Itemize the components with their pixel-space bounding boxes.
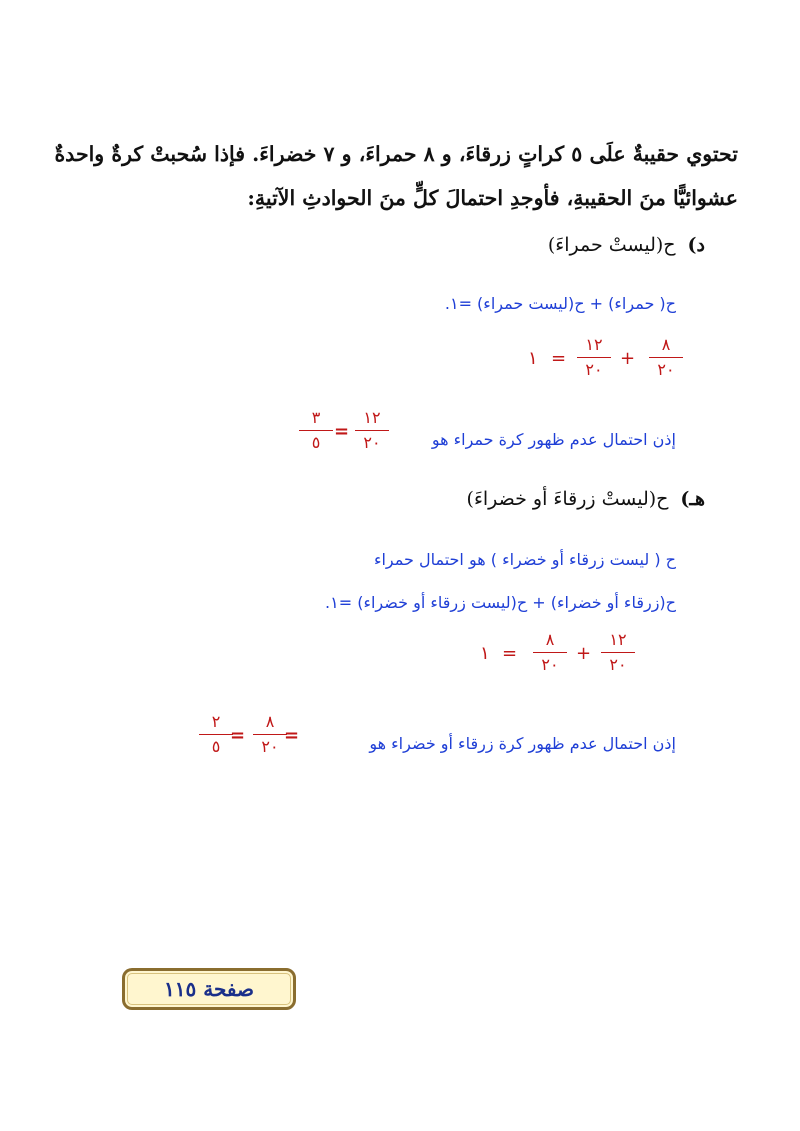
part-d-event: ح(ليستْ حمراءَ) <box>547 234 676 256</box>
part-h-answer-frac-2 <box>194 712 238 757</box>
fraction-bar <box>649 357 683 358</box>
fraction-numerator: ٨ <box>545 630 555 649</box>
page-number-label: صفحة ١١٥ <box>164 977 254 1001</box>
part-h-sum-result: ١ <box>480 643 490 664</box>
fraction-denominator: ٥ <box>211 737 221 756</box>
part-h-heading <box>467 488 705 510</box>
fraction-numerator: ١٢ <box>363 408 381 427</box>
part-d-equals: = <box>551 348 567 369</box>
fraction-numerator: ١٢ <box>585 335 603 354</box>
part-d-plus: + <box>620 348 636 369</box>
part-d-answer-equals: = <box>334 421 350 442</box>
problem-line-1: تحتوي حقيبةٌ علَى ٥ كراتٍ زرقاءَ، و ٨ حمراءَ، و ٧ خضراءَ. فإذا سُحبتْ كرةٌ واحدةٌ <box>54 142 738 166</box>
part-h-answer-frac-1 <box>248 712 292 757</box>
part-d-conclusion: إذن احتمال عدم ظهور كرة حمراء هو <box>431 430 676 449</box>
fraction-denominator: ٢٠ <box>363 433 381 452</box>
part-h-sum-frac-a <box>528 630 572 675</box>
fraction-numerator: ٢ <box>211 712 221 731</box>
part-h-answer-equals-1: = <box>284 725 300 746</box>
page-number-badge <box>122 968 296 1010</box>
fraction-numerator: ١٢ <box>609 630 627 649</box>
part-h-note: ح ( ليست زرقاء أو خضراء ) هو احتمال حمراء <box>373 550 676 569</box>
part-d-answer-frac-1 <box>350 408 394 453</box>
part-h-plus: + <box>576 643 592 664</box>
part-h-letter: هـ) <box>680 488 705 510</box>
fraction-bar <box>299 430 333 431</box>
fraction-bar <box>601 652 635 653</box>
part-d-sum-frac-b <box>644 335 688 380</box>
fraction-denominator: ٢٠ <box>261 737 279 756</box>
fraction-numerator: ٨ <box>661 335 671 354</box>
fraction-denominator: ٥ <box>311 433 321 452</box>
part-h-equation: ح(زرقاء أو خضراء) + ح(ليست زرقاء أو خضراء) =١. <box>325 593 676 612</box>
fraction-denominator: ٢٠ <box>657 360 675 379</box>
fraction-denominator: ٢٠ <box>585 360 603 379</box>
part-d-sum-frac-a <box>572 335 616 380</box>
part-h-sum-frac-b <box>596 630 640 675</box>
part-d-heading <box>548 234 705 256</box>
fraction-bar <box>253 734 287 735</box>
part-d-answer-frac-2 <box>294 408 338 453</box>
part-d-equation: ح( حمراء) + ح(ليست حمراء) =١. <box>444 294 676 313</box>
fraction-denominator: ٢٠ <box>609 655 627 674</box>
part-h-equals: = <box>502 643 518 664</box>
fraction-numerator: ٣ <box>311 408 321 427</box>
part-h-conclusion: إذن احتمال عدم ظهور كرة زرقاء أو خضراء هو <box>369 734 676 753</box>
part-h-answer-equals-2: = <box>230 725 246 746</box>
fraction-bar <box>355 430 389 431</box>
fraction-bar <box>577 357 611 358</box>
fraction-bar <box>199 734 233 735</box>
part-d-letter: د) <box>687 234 705 256</box>
part-h-event: ح(ليستْ زرقاءَ أو خضراءَ) <box>466 488 669 510</box>
fraction-denominator: ٢٠ <box>541 655 559 674</box>
problem-line-2: عشوائيًّا منَ الحقيبةِ، فأوجدِ احتمالَ كلٍّ منَ الحوادثِ الآتيةِ: <box>247 186 738 210</box>
part-d-sum-result: ١ <box>528 348 538 369</box>
fraction-numerator: ٨ <box>265 712 275 731</box>
fraction-bar <box>533 652 567 653</box>
